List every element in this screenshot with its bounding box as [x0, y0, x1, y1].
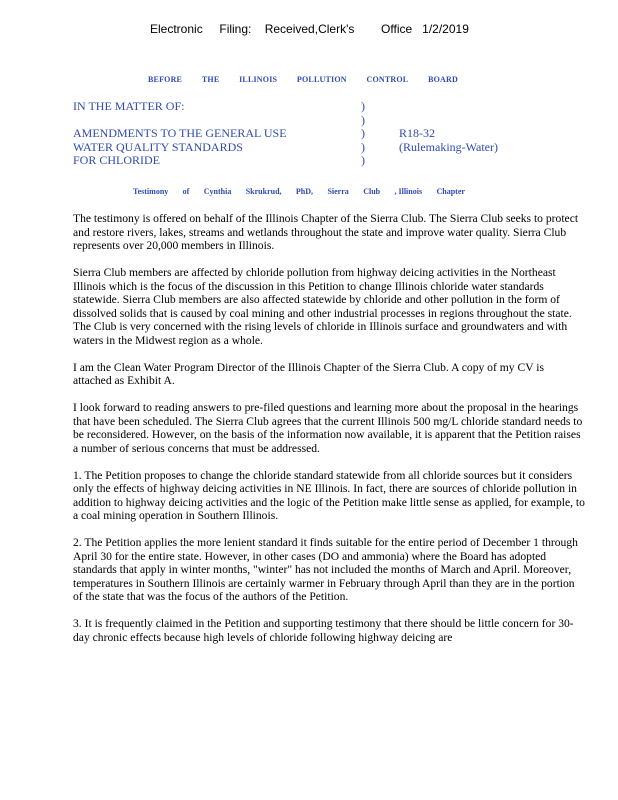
testimony-word: Chapter — [436, 187, 465, 196]
testimony-title — [133, 187, 465, 196]
board-word: ILLINOIS — [239, 75, 278, 84]
testimony-word: Testimony — [133, 187, 169, 196]
body-paragraph: The testimony is offered on behalf of the Illinois Chapter of the Sierra Club. The Sierra Club seeks to protect and restore rivers, lakes, streams and wetlands throughout the state and improve water quality. Sierra Club represents over 20,000 members in Illinois. — [73, 212, 579, 252]
matter-label: IN THE MATTER OF: — [73, 99, 185, 113]
testimony-word: Skrukrud, — [245, 187, 282, 196]
testimony-word: Club — [363, 187, 381, 196]
case-caption — [73, 100, 543, 168]
filing-header: Electronic Filing: Received,Clerk's Office 1/2/2019 — [150, 22, 469, 36]
caption-paren: ) — [361, 139, 365, 154]
board-word: THE — [201, 75, 220, 84]
testimony-word: Sierra — [327, 187, 349, 196]
testimony-word: of — [182, 187, 190, 196]
body-paragraph: I look forward to reading answers to pre-filed questions and learning more about the proposal in the hearings that have been scheduled. The Sierra Club agrees that the current Illinois 500 mg/L chloride standard needs to be reconsidered. However, on the basis of the information now available, it is apparent that the Petition raises a number of serious concerns that must be addressed. — [73, 401, 583, 455]
case-number: R18-32 — [399, 126, 435, 140]
amendment-line: WATER QUALITY STANDARDS — [73, 139, 243, 154]
caption-paren: ) — [361, 126, 365, 140]
body-paragraph: Sierra Club members are affected by chloride pollution from highway deicing activities in the Northeast Illinois which is the focus of the discussion in this Petition to change Illinois chloride water standards statewide. Sierra Club members are also affected statewide by chloride and other pollution in the form of dissolved solids that is caused by coal mining and other industrial processes in regions throughout the state. The Club is very concerned with the rising levels of chloride in Illinois surface and groundwaters and with waters in the Midwest region as a whole. — [73, 266, 572, 347]
testimony-body — [73, 212, 585, 658]
amendment-line: AMENDMENTS TO THE GENERAL USE — [73, 126, 287, 140]
board-word: BOARD — [428, 75, 458, 84]
body-paragraph: I am the Clean Water Program Director of the Illinois Chapter of the Sierra Club. A copy of my CV is attached as Exhibit A. — [73, 360, 544, 387]
testimony-word: , Illinois — [394, 187, 423, 196]
caption-paren: ) — [361, 153, 365, 167]
testimony-word: Cynthia — [203, 187, 232, 196]
amendment-line: FOR CHLORIDE — [73, 153, 161, 167]
board-word: POLLUTION — [296, 75, 347, 84]
case-type: (Rulemaking-Water) — [399, 139, 498, 154]
caption-paren: ) — [361, 112, 365, 127]
body-paragraph: 3. It is frequently claimed in the Petition and supporting testimony that there should be little concern for 30-day chronic effects because high levels of chloride following highway deicing are — [73, 617, 574, 644]
body-paragraph: 1. The Petition proposes to change the chloride standard statewide from all chloride sources but it considers only the effects of highway deicing activities in NE Illinois. In fact, there are sources of chloride pollution in addition to highway deicing activities and the logic of the Petition make little sense as applied, for example, to a coal mining operation in Southern Illinois. — [73, 468, 585, 522]
board-word: CONTROL — [366, 75, 409, 84]
body-paragraph: 2. The Petition applies the more lenient standard it finds suitable for the entire period of December 1 through April 30 for the entire state. However, in other cases (DO and ammonia) where the Board has adopted standards that apply in winter months, "winter" has not included the months of March and April. Moreover, temperatures in Southern Illinois are certainly warmer in February through April than they are in the portion of the state that was the focus of the authors of the Petition. — [73, 536, 578, 603]
board-word: BEFORE — [148, 75, 183, 84]
board-title — [148, 75, 458, 84]
caption-paren: ) — [361, 99, 365, 113]
testimony-word: PhD, — [295, 187, 314, 196]
